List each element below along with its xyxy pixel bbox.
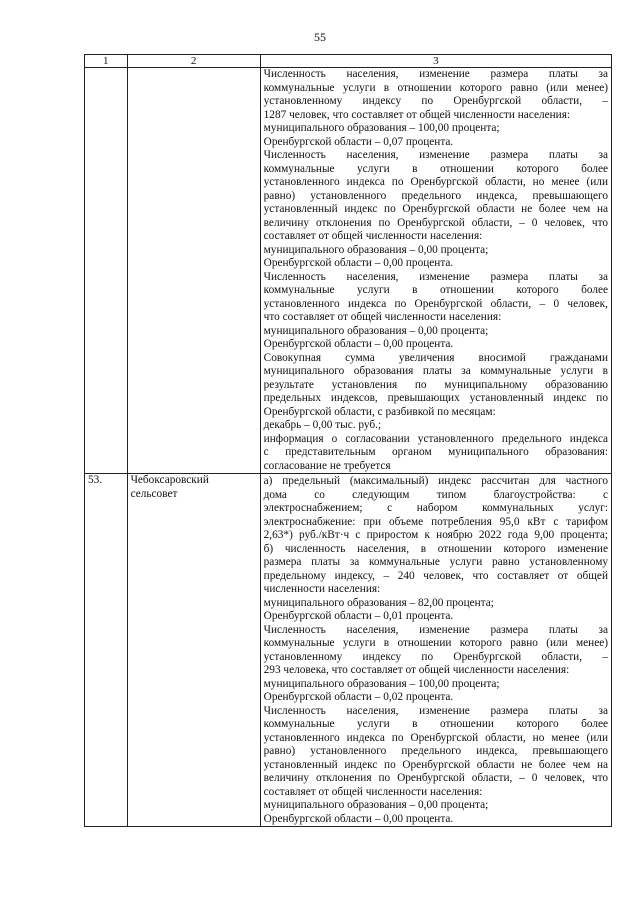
text-line: Численность населения, изменение размера платы за	[263, 623, 608, 636]
text-line: составляет от общей численности населения:	[263, 230, 483, 242]
text-line: установленный индекс по Оренбургской области не более чем на	[263, 758, 608, 771]
table-row-continued	[85, 68, 612, 474]
text-line: 1287 человек, что составляет от общей численности населения:	[263, 108, 571, 121]
text-line: размера платы за коммунальные услуги равно установленному	[263, 556, 608, 568]
text-line: численности населения:	[263, 583, 381, 595]
row-53-text-block	[264, 475, 608, 826]
text-line: установленному индексу по Оренбургской области, –	[263, 650, 608, 663]
text-line: муниципального образования – 0,00 процента;	[263, 799, 489, 811]
text-line: информация о согласовании установленного предельного индекса	[263, 432, 608, 445]
header-col-2: 2	[127, 55, 260, 68]
text-line: муниципального образования платы за коммунальные услуги в	[263, 365, 608, 377]
text-line: установленного индекса по Оренбургской области, – 0 человек,	[263, 297, 608, 310]
row-text-cell	[260, 474, 611, 827]
text-line: установленный индекс по Оренбургской области не более чем на	[263, 203, 608, 215]
text-line: коммунальные услуги в отношении которого более	[263, 162, 608, 175]
row-number: 53.	[85, 474, 128, 827]
text-line: составляет от общей численности населения:	[263, 785, 483, 798]
row-name-cell	[127, 68, 260, 474]
text-line: Оренбургской области, с разбивкой по месяцам:	[263, 405, 496, 418]
text-line: равно) установленного предельного индекса, превышающего	[263, 189, 608, 202]
text-line: Численность населения, изменение размера платы за	[263, 704, 608, 717]
text-line: дома со следующим типом благоустройства: с	[263, 488, 608, 501]
text-line: Оренбургской области – 0,07 процента.	[263, 135, 454, 148]
text-line: 293 человека, что составляет от общей численности населения:	[263, 664, 570, 676]
row-text-cell	[260, 68, 611, 474]
text-line: Оренбургской области – 0,00 процента.	[263, 257, 454, 269]
text-line: коммунальные услуги в отношении которого более	[263, 718, 608, 730]
text-line: а) предельный (максимальный) индекс рассчитан для частного	[263, 475, 608, 487]
text-line: муниципального образования – 100,00 процента;	[263, 677, 500, 690]
text-line: результате установления по муниципальному образованию	[263, 378, 608, 391]
text-line: Оренбургской области – 0,00 процента.	[263, 812, 454, 825]
text-line: величину отклонения по Оренбургской области, – 0 человек, что	[263, 216, 608, 229]
text-line: Численность населения, изменение размера платы за	[263, 270, 608, 283]
text-line: Оренбургской области – 0,00 процента.	[263, 338, 454, 350]
text-line: Совокупная сумма увеличения вносимой гражданами	[263, 351, 608, 364]
text-line: коммунальные услуги в отношении которого более	[263, 284, 608, 296]
text-line: Численность населения, изменение размера платы за	[263, 149, 608, 161]
text-line: что составляет от общей численности населения:	[263, 311, 502, 323]
document-table	[84, 54, 612, 827]
text-line: предельных индексов, превышающих установленный индекс по	[263, 392, 608, 404]
text-line: предельному индексу, – 240 человек, что составляет от общей	[263, 569, 608, 582]
text-line: Оренбургской области – 0,02 процента.	[263, 691, 454, 703]
text-line: установленному индексу по Оренбургской области, –	[263, 95, 608, 107]
text-line: муниципального образования – 82,00 процента;	[263, 596, 494, 609]
text-line: электроснабжение: при объеме потребления 95,0 кВт с тарифом	[263, 515, 608, 528]
text-line: муниципального образования – 100,00 процента;	[263, 122, 500, 134]
municipality-name-line-1: Чебоксаровский	[130, 474, 209, 486]
text-line: установленного индекса по Оренбургской области, но менее (или	[263, 176, 608, 188]
continued-text-block	[264, 68, 608, 473]
row-number-cell	[85, 68, 128, 474]
header-col-1: 1	[85, 55, 128, 68]
text-line: 2,63*) руб./кВт·ч с приростом к ноябрю 2022 года 9,00 процента;	[263, 529, 608, 541]
text-line: Численность населения, изменение размера платы за	[263, 68, 608, 80]
table-row-53	[85, 474, 612, 827]
text-line: б) численность населения, в отношении которого изменение	[263, 542, 608, 555]
header-col-3: 3	[260, 55, 611, 68]
text-line: с представительным органом муниципального образования:	[263, 446, 608, 458]
text-line: муниципального образования – 0,00 процента;	[263, 324, 489, 337]
text-line: электроснабжением; с набором коммунальных услуг:	[263, 502, 608, 514]
text-line: Оренбургской области – 0,01 процента.	[263, 610, 454, 622]
text-line: согласование не требуется	[263, 459, 391, 472]
page-number: 55	[314, 30, 326, 44]
text-line: декабрь – 0,00 тыс. руб.;	[263, 419, 382, 431]
municipality-name	[127, 474, 260, 827]
table-header-row	[85, 55, 612, 68]
text-line: муниципального образования – 0,00 процента;	[263, 243, 489, 256]
municipality-name-line-2: сельсовет	[130, 487, 178, 500]
text-line: равно) установленного предельного индекса, превышающего	[263, 745, 608, 757]
text-line: коммунальные услуги в отношении которого равно (или менее)	[263, 637, 608, 649]
text-line: величину отклонения по Оренбургской области, – 0 человек, что	[263, 772, 608, 784]
text-line: установленного индекса по Оренбургской области, но менее (или	[263, 731, 608, 744]
text-line: коммунальные услуги в отношении которого равно (или менее)	[263, 81, 608, 94]
